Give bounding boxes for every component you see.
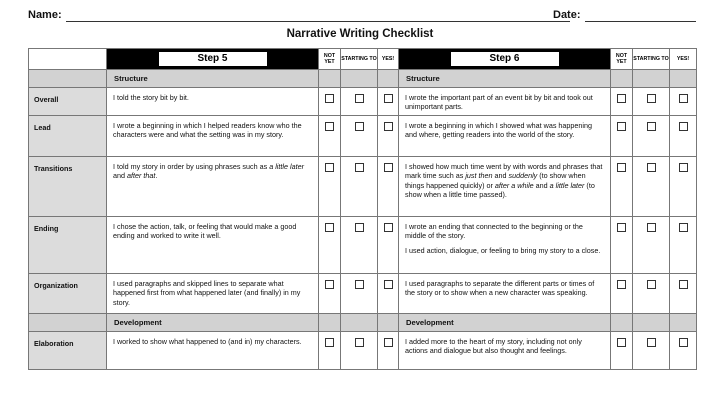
date-label: Date: (553, 9, 581, 21)
step-6-header (399, 49, 611, 70)
section-row-development (29, 313, 697, 331)
section-row-structure (29, 70, 697, 88)
step-6-text: I wrote a beginning in which I showed what was happening and where, getting readers into the world of the story. (399, 115, 611, 156)
yes-checkbox[interactable] (384, 163, 393, 172)
yes-checkbox[interactable] (384, 338, 393, 347)
row-label: Transitions (29, 156, 107, 216)
not-yet-checkbox[interactable] (325, 163, 334, 172)
row-label: Overall (29, 88, 107, 116)
section-heading: Structure (399, 70, 611, 88)
yes-checkbox[interactable] (679, 338, 688, 347)
yes-checkbox[interactable] (384, 122, 393, 131)
table-row (29, 156, 697, 216)
step-5-text: I wrote a beginning in which I helped readers know who the characters were and what the setting was in my story. (107, 115, 319, 156)
step-5-text: I used paragraphs and skipped lines to separate what happened first from what happened later (and finally) in my story. (107, 273, 319, 313)
page-title: Narrative Writing Checklist (286, 28, 434, 40)
step-5-text: I worked to show what happened to (and in) my characters. (107, 331, 319, 369)
row-label: Organization (29, 273, 107, 313)
yes-checkbox[interactable] (384, 94, 393, 103)
col-starting-to: STARTING TO (633, 49, 670, 70)
step-5-text: I told my story in order by using phrases such as a little later and after that. (107, 156, 319, 216)
col-yes: YES! (670, 49, 697, 70)
yes-checkbox[interactable] (679, 280, 688, 289)
table-row (29, 273, 697, 313)
not-yet-checkbox[interactable] (617, 122, 626, 131)
step-5-label: Step 5 (158, 51, 268, 67)
not-yet-checkbox[interactable] (617, 223, 626, 232)
name-label: Name: (28, 9, 62, 21)
step-6-text: I used paragraphs to separate the different parts or times of the story or to show when a new character was speaking. (399, 273, 611, 313)
step-6-text: I wrote the important part of an event bit by bit and took out unimportant parts. (399, 88, 611, 116)
not-yet-checkbox[interactable] (325, 94, 334, 103)
not-yet-checkbox[interactable] (617, 338, 626, 347)
step-6-label: Step 6 (450, 51, 560, 67)
starting-to-checkbox[interactable] (355, 163, 364, 172)
starting-to-checkbox[interactable] (355, 338, 364, 347)
col-not-yet: NOT YET (611, 49, 633, 70)
row-label: Lead (29, 115, 107, 156)
starting-to-checkbox[interactable] (355, 122, 364, 131)
header (28, 9, 698, 25)
step-5-text: I chose the action, talk, or feeling that would make a good ending and worked to write it well. (107, 216, 319, 273)
name-field[interactable] (66, 21, 570, 22)
step-header-row (29, 49, 697, 70)
table-row (29, 331, 697, 369)
not-yet-checkbox[interactable] (325, 223, 334, 232)
not-yet-checkbox[interactable] (617, 94, 626, 103)
starting-to-checkbox[interactable] (355, 94, 364, 103)
not-yet-checkbox[interactable] (617, 163, 626, 172)
yes-checkbox[interactable] (384, 280, 393, 289)
not-yet-checkbox[interactable] (617, 280, 626, 289)
step-5-header (107, 49, 319, 70)
yes-checkbox[interactable] (679, 223, 688, 232)
yes-checkbox[interactable] (679, 163, 688, 172)
starting-to-checkbox[interactable] (647, 338, 656, 347)
step-6-text: I showed how much time went by with words and phrases that mark time such as just then and suddenly (to show when things happened quickly) or after a while and a little later (to show when a little time passed). (399, 156, 611, 216)
yes-checkbox[interactable] (679, 94, 688, 103)
checklist-table (28, 48, 697, 370)
starting-to-checkbox[interactable] (355, 280, 364, 289)
step-5-text: I told the story bit by bit. (107, 88, 319, 116)
table-row (29, 216, 697, 273)
yes-checkbox[interactable] (384, 223, 393, 232)
section-heading: Development (399, 313, 611, 331)
not-yet-checkbox[interactable] (325, 338, 334, 347)
step-6-text: I wrote an ending that connected to the beginning or the middle of the story. I used action, dialogue, or feeling to bring my story to a close. (399, 216, 611, 273)
step-6-text: I added more to the heart of my story, including not only actions and dialogue but also thought and feelings. (399, 331, 611, 369)
starting-to-checkbox[interactable] (647, 280, 656, 289)
yes-checkbox[interactable] (679, 122, 688, 131)
section-heading: Structure (107, 70, 319, 88)
row-label: Elaboration (29, 331, 107, 369)
starting-to-checkbox[interactable] (647, 122, 656, 131)
col-starting-to: STARTING TO (341, 49, 378, 70)
row-label: Ending (29, 216, 107, 273)
not-yet-checkbox[interactable] (325, 122, 334, 131)
col-not-yet: NOT YET (319, 49, 341, 70)
starting-to-checkbox[interactable] (355, 223, 364, 232)
table-row (29, 115, 697, 156)
starting-to-checkbox[interactable] (647, 94, 656, 103)
starting-to-checkbox[interactable] (647, 223, 656, 232)
col-yes: YES! (378, 49, 399, 70)
starting-to-checkbox[interactable] (647, 163, 656, 172)
not-yet-checkbox[interactable] (325, 280, 334, 289)
date-field[interactable] (585, 21, 696, 22)
table-row (29, 88, 697, 116)
section-heading: Development (107, 313, 319, 331)
